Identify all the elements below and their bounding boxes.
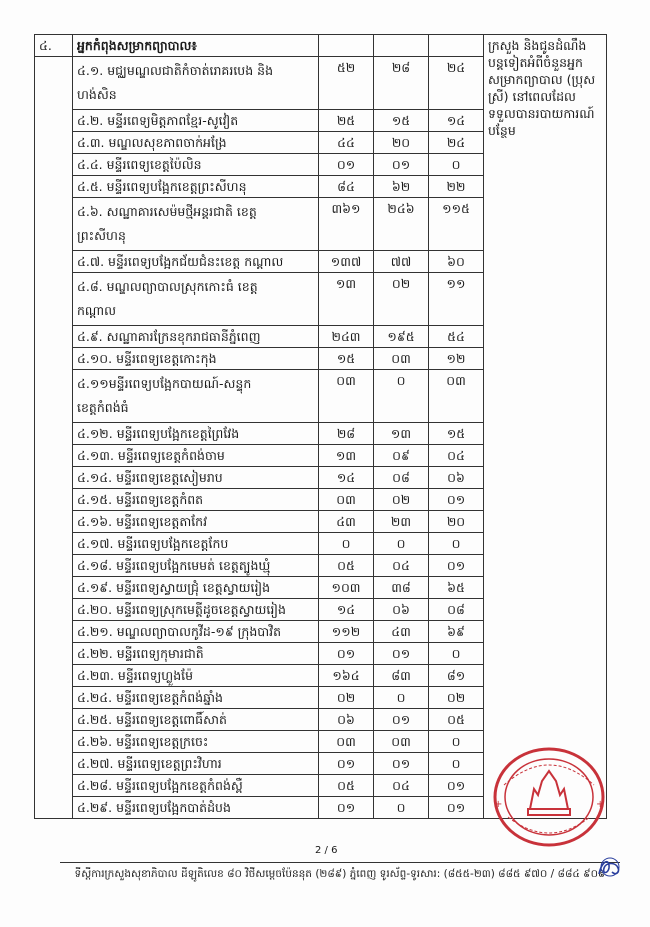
female-count: ២៤: [429, 132, 484, 154]
facility-name-cell: [73, 326, 319, 348]
male-count: ០៣: [374, 348, 429, 370]
svg-text:+: +: [596, 799, 605, 810]
female-count: ០: [429, 154, 484, 176]
male-count: ០៤: [374, 555, 429, 577]
svg-text:+: +: [494, 799, 503, 810]
facility-name-cell: [73, 467, 319, 489]
facility-name: ៤.២២. មន្ទីរពេទ្យកុមារជាតិ: [77, 646, 204, 661]
row-number-cell: [35, 621, 73, 643]
total-count: ៥២: [319, 57, 374, 110]
total-count: ០: [319, 533, 374, 555]
total-count: ០៥: [319, 775, 374, 797]
footer-address: ទីស្តីការក្រសួងសុខាភិបាល ដីឡូតិលេខ ៨០ វិថីសម្ដេចប៉ែននុត (២៨៩) ភ្នំពេញ ទូរស័ព្ទ-ទូរសារ: (៨៥៥-២៣) ៨៨៥ ៩៧០ / ៨៨៤ ៩០៩: [74, 868, 606, 880]
female-count: ៥៤: [429, 326, 484, 348]
row-number-cell: [35, 533, 73, 555]
female-count: ០៨: [429, 599, 484, 621]
facility-name-cell: [73, 273, 319, 326]
total-count: ២៨: [319, 423, 374, 445]
facility-name-cell: [73, 665, 319, 687]
female-count: ០: [429, 533, 484, 555]
row-number-cell: [35, 577, 73, 599]
facility-name-cell: [73, 57, 319, 110]
facility-name-cell: [73, 154, 319, 176]
row-number-cell: [35, 154, 73, 176]
total-count: ១៤: [319, 599, 374, 621]
male-count: ០: [374, 370, 429, 423]
row-number-cell: [35, 348, 73, 370]
facility-name: ៤.៨. មណ្ឌលព្យាបាលស្រុកកោះធំ ខេត្ត: [77, 279, 258, 294]
male-count: ១៣: [374, 423, 429, 445]
male-count: ០១: [374, 709, 429, 731]
row-number-cell: [35, 643, 73, 665]
facility-name-continued: ព្រះសីហនុ: [77, 228, 126, 243]
facility-name: ៤.២៧. មន្ទីរពេទ្យខេត្តព្រះវិហារ: [77, 756, 222, 771]
total-count: ១៣: [319, 445, 374, 467]
female-count: ០២: [429, 687, 484, 709]
facility-name-cell: [73, 511, 319, 533]
total-count: ៤៣: [319, 511, 374, 533]
facility-name: ៤.២៥. មន្ទីរពេទ្យខេត្តពោធិ៍សាត់: [77, 712, 227, 727]
facility-name-cell: [73, 621, 319, 643]
report-table: [34, 34, 607, 819]
facility-name: ៤.២. មន្ទីរពេទ្យមិត្តភាពខ្មែរ-សូវៀត: [77, 113, 239, 128]
female-count: ៨១: [429, 665, 484, 687]
facility-name: ៤.២៣. មន្ទីរពេទ្យហ្លួងម៉ែ: [77, 668, 194, 683]
facility-name-cell: [73, 445, 319, 467]
facility-name-cell: [73, 555, 319, 577]
facility-name-continued: ខេត្តកំពង់ធំ: [77, 400, 129, 415]
facility-name-cell: [73, 110, 319, 132]
total-count: ២៤៣: [319, 326, 374, 348]
page-number: 2 / 6: [315, 845, 338, 856]
facility-name: ៤.៤. មន្ទីរពេទ្យខេត្តប៉ៃលិន: [77, 157, 202, 172]
row-number-cell: [35, 251, 73, 273]
row-number-cell: [35, 731, 73, 753]
facility-name: ៤.១៤. មន្ទីរពេទ្យខេត្តសៀមរាប: [77, 470, 223, 485]
female-count: ០៥: [429, 709, 484, 731]
facility-name-cell: [73, 797, 319, 819]
total-count: ១៦៤: [319, 665, 374, 687]
total-count: ៤៤: [319, 132, 374, 154]
facility-name: ៤.៦. សណ្ឋាគារសេម៉មថ្មីអន្តរជាតិ ខេត្ត: [77, 204, 257, 219]
total-count: ១៣៧: [319, 251, 374, 273]
facility-name-cell: [73, 775, 319, 797]
section-heading-row: [35, 35, 607, 57]
row-number-cell: [35, 599, 73, 621]
facility-name-cell: [73, 731, 319, 753]
total-count: ១៥: [319, 348, 374, 370]
total-count: ០៦: [319, 709, 374, 731]
male-count: ០៤: [374, 775, 429, 797]
female-count: ១២: [429, 348, 484, 370]
row-number-cell: [35, 665, 73, 687]
male-count: ១៥: [374, 110, 429, 132]
male-count: ២៤៦: [374, 198, 429, 251]
facility-name: ៤.២៦. មន្ទីរពេទ្យខេត្តក្រចេះ: [77, 734, 209, 749]
male-count: ០: [374, 687, 429, 709]
facility-name-cell: [73, 198, 319, 251]
female-count: ០១: [429, 797, 484, 819]
facility-name: ៤.១៧. មន្ទីរពេទ្យបង្អែកខេត្តកែប: [77, 536, 229, 551]
facility-name: ៤.៥. មន្ទីរពេទ្យបង្អែកខេត្តព្រះសីហនុ: [77, 179, 247, 194]
facility-name: ៤.៧. មន្ទីរពេទ្យបង្អែកជ័យជំនះខេត្ត កណ្ដាល: [77, 254, 284, 269]
facility-name-cell: [73, 423, 319, 445]
facility-name-cell: [73, 709, 319, 731]
female-count: ០: [429, 731, 484, 753]
row-number-cell: [35, 753, 73, 775]
note-cell: ក្រសួង និងជូនដំណឹងបន្តទៀតអំពីចំនួនអ្នកសម្រាកព្យាបាល (ប្រុស ស្រី) នៅពេលដែលទទួលបានរបាយការណ៍បន្ថែម: [484, 35, 607, 819]
empty-cell: [429, 35, 484, 57]
facility-name: ៤.១១មន្ទីរពេទ្យបង្អែកបាយណ៍-សន្ទុក: [77, 376, 252, 391]
row-number-cell: [35, 467, 73, 489]
male-count: ២៣: [374, 511, 429, 533]
female-count: ០១: [429, 555, 484, 577]
male-count: ០២: [374, 273, 429, 326]
row-number-cell: [35, 273, 73, 326]
facility-name: ៤.១៣. មន្ទីរពេទ្យខេត្តកំពង់ចាម: [77, 448, 225, 463]
facility-name: ៤.២៩. មន្ទីរពេទ្យបង្អែកបាត់ដំបង: [77, 800, 231, 815]
male-count: ១៩៥: [374, 326, 429, 348]
female-count: ០១: [429, 489, 484, 511]
male-count: ៧៧: [374, 251, 429, 273]
total-count: ០៣: [319, 731, 374, 753]
male-count: ០៣: [374, 731, 429, 753]
empty-cell: [319, 35, 374, 57]
facility-name: ៤.២៨. មន្ទីរពេទ្យបង្អែកខេត្តកំពង់ស្ពឺ: [77, 778, 243, 793]
row-number-cell: [35, 132, 73, 154]
male-count: ៣៨: [374, 577, 429, 599]
facility-name: ៤.១៩. មន្ទីរពេទ្យស្វាយជ្រុំ ខេត្តស្វាយរៀង: [77, 580, 271, 595]
ministry-seal-stamp: [490, 745, 608, 850]
row-number-cell: [35, 176, 73, 198]
facility-name-cell: [73, 687, 319, 709]
row-number-cell: [35, 326, 73, 348]
male-count: ០១: [374, 154, 429, 176]
female-count: ១១៥: [429, 198, 484, 251]
facility-name-cell: [73, 753, 319, 775]
empty-cell: [374, 35, 429, 57]
male-count: ០២: [374, 489, 429, 511]
facility-name: ៤.១. មជ្ឈមណ្ឌលជាតិកំចាត់រោគរបេង និង: [77, 63, 274, 78]
row-number-cell: [35, 555, 73, 577]
male-count: ០: [374, 533, 429, 555]
section-number: ៤.: [35, 35, 73, 57]
facility-name-continued: ហង់សិន: [77, 87, 117, 102]
male-count: ០៦: [374, 599, 429, 621]
male-count: ០១: [374, 643, 429, 665]
facility-name-cell: [73, 132, 319, 154]
facility-name-cell: [73, 533, 319, 555]
female-count: ១៥: [429, 423, 484, 445]
total-count: ០២: [319, 687, 374, 709]
facility-name: ៤.១២. មន្ទីរពេទ្យបង្អែកខេត្តព្រៃវែង: [77, 426, 240, 441]
facility-name: ៤.២០. មន្ទីរពេទ្យស្រុកមេត្តីដូចខេត្តស្វាយរៀង: [77, 602, 286, 617]
facility-name-continued: កណ្ដាល: [77, 303, 117, 318]
total-count: ០៣: [319, 370, 374, 423]
total-count: ៣៦១: [319, 198, 374, 251]
total-count: ០១: [319, 753, 374, 775]
facility-name-cell: [73, 370, 319, 423]
total-count: ០១: [319, 643, 374, 665]
female-count: ០៦: [429, 467, 484, 489]
total-count: ០៥: [319, 555, 374, 577]
female-count: ១១: [429, 273, 484, 326]
facility-name-cell: [73, 176, 319, 198]
facility-name: ៤.១៨. មន្ទីរពេទ្យបង្អែកមេមត់ ខេត្តត្បូងឃ្មុំ: [77, 558, 271, 573]
section-heading: អ្នកកំពុងសម្រាកព្យាបាល៖: [73, 35, 319, 57]
facility-name-cell: [73, 348, 319, 370]
female-count: ១៤: [429, 110, 484, 132]
facility-name-cell: [73, 489, 319, 511]
row-number-cell: [35, 198, 73, 251]
total-count: ១១២: [319, 621, 374, 643]
row-number-cell: [35, 797, 73, 819]
row-number-cell: [35, 57, 73, 110]
footer-divider: [60, 862, 620, 863]
male-count: ០៨: [374, 467, 429, 489]
row-number-cell: [35, 687, 73, 709]
facility-name: ៤.១០. មន្ទីរពេទ្យខេត្តកោះកុង: [77, 351, 217, 366]
female-count: ៦០: [429, 251, 484, 273]
facility-name-cell: [73, 251, 319, 273]
total-count: ០១: [319, 154, 374, 176]
female-count: ០៣: [429, 370, 484, 423]
female-count: ០: [429, 643, 484, 665]
facility-name: ៤.៩. សណ្ឋាគារក្រែនខុករាជធានីភ្នំពេញ: [77, 329, 261, 344]
total-count: ៨៤: [319, 176, 374, 198]
facility-name: ៤.២៤. មន្ទីរពេទ្យខេត្តកំពង់ឆ្នាំង: [77, 690, 223, 705]
total-count: ១៣: [319, 273, 374, 326]
row-number-cell: [35, 511, 73, 533]
facility-name-cell: [73, 599, 319, 621]
facility-name: ៤.២១. មណ្ឌលព្យាបាលកូវីដ-១៩ ក្រុងបាវិត: [77, 624, 282, 639]
male-count: ០: [374, 797, 429, 819]
facility-name: ៤.១៥. មន្ទីរពេទ្យខេត្តកំពត: [77, 492, 204, 507]
facility-name: ៤.៣. មណ្ឌលសុខភាពចាក់អង្រែ: [77, 135, 227, 150]
female-count: ២០: [429, 511, 484, 533]
male-count: ២០: [374, 132, 429, 154]
facility-name-cell: [73, 577, 319, 599]
total-count: ១០៣: [319, 577, 374, 599]
row-number-cell: [35, 445, 73, 467]
total-count: ១៤: [319, 467, 374, 489]
female-count: ២២: [429, 176, 484, 198]
total-count: ០៣: [319, 489, 374, 511]
female-count: ០: [429, 753, 484, 775]
row-number-cell: [35, 775, 73, 797]
male-count: ២៨: [374, 57, 429, 110]
female-count: ៦៩: [429, 621, 484, 643]
row-number-cell: [35, 370, 73, 423]
male-count: ៨៣: [374, 665, 429, 687]
female-count: ០១: [429, 775, 484, 797]
row-number-cell: [35, 709, 73, 731]
row-number-cell: [35, 489, 73, 511]
total-count: ០១: [319, 797, 374, 819]
female-count: ២៤: [429, 57, 484, 110]
male-count: ០១: [374, 753, 429, 775]
male-count: ៤៣: [374, 621, 429, 643]
male-count: ០៩: [374, 445, 429, 467]
facility-name-cell: [73, 643, 319, 665]
total-count: ២៥: [319, 110, 374, 132]
male-count: ៦២: [374, 176, 429, 198]
row-number-cell: [35, 423, 73, 445]
female-count: ០៤: [429, 445, 484, 467]
signature-mark: [596, 856, 624, 878]
facility-name: ៤.១៦. មន្ទីរពេទ្យខេត្តតាកែវ: [77, 514, 208, 529]
row-number-cell: [35, 110, 73, 132]
female-count: ៦៥: [429, 577, 484, 599]
